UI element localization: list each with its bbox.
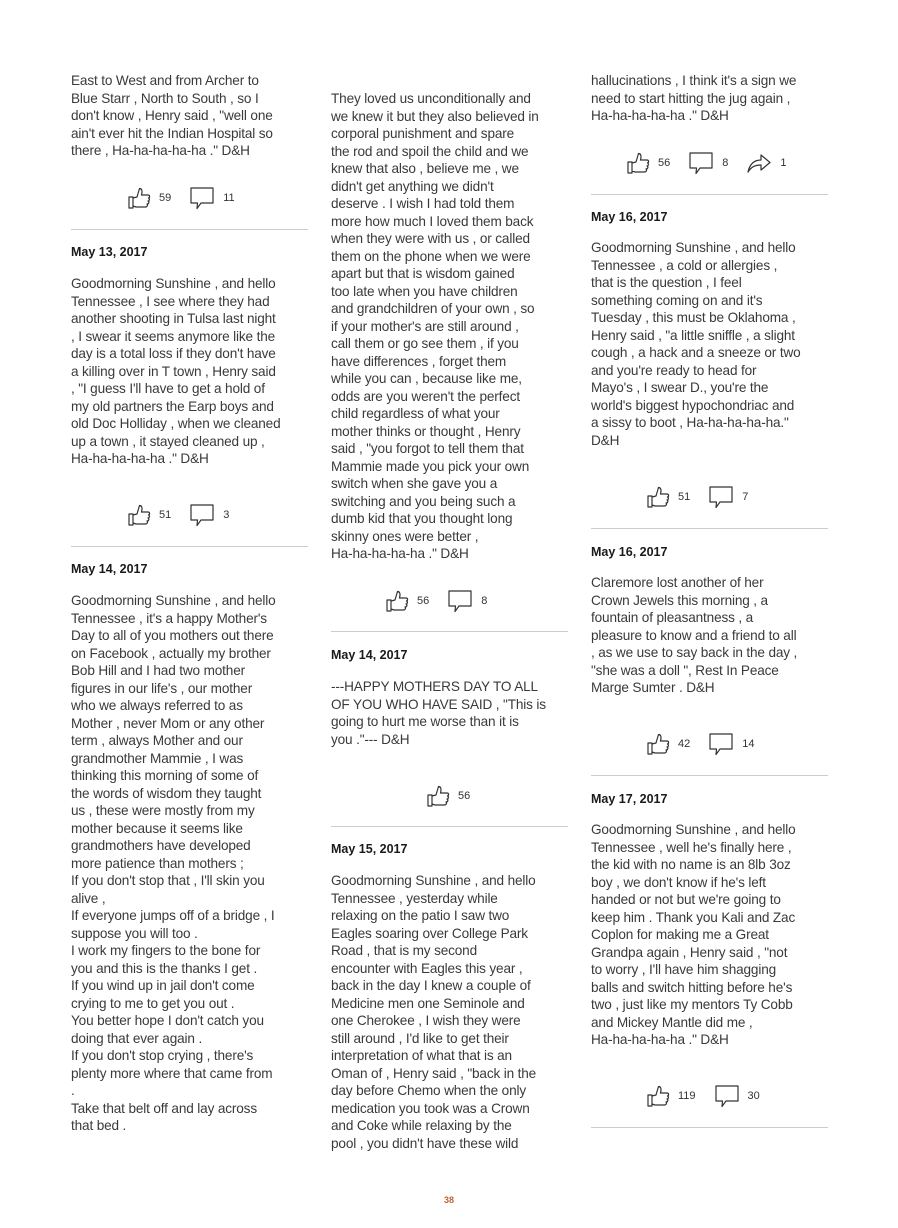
- comment-button[interactable]: [189, 503, 229, 527]
- post-date: May 14, 2017: [71, 562, 148, 576]
- share-icon: [746, 151, 772, 175]
- reaction-bar: [646, 731, 773, 757]
- comment-icon: [447, 589, 473, 613]
- like-count: 119: [678, 1090, 696, 1102]
- reaction-bar: [626, 150, 805, 176]
- divider: [591, 528, 828, 529]
- comment-count: 7: [742, 491, 749, 503]
- comment-button[interactable]: [714, 1084, 760, 1108]
- post-text: hallucinations , I think it's a sign we need to start hitting the jug again , Ha-ha-ha-ha-ha ." D&H: [591, 73, 797, 123]
- post-date: May 14, 2017: [331, 648, 408, 662]
- like-count: 56: [417, 595, 430, 607]
- thumbs-up-icon: [646, 732, 670, 756]
- comment-count: 30: [747, 1090, 760, 1102]
- reaction-bar: [646, 484, 766, 510]
- reaction-bar: [646, 1083, 778, 1109]
- like-button[interactable]: [127, 503, 171, 527]
- post-text: Goodmorning Sunshine , and hello Tennessee , well he's finally here , the kid with no name is an 8lb 3oz boy , we don't know if he's left handed or not but we're going to keep him . Thank you Kali and Zac Coplon for making me a Great Grandpa again , Henry said , "not to worry , I'll have him shagging balls and switch hitting before he's two , just like my mentors Ty Cobb and Mickey Mantle did me , Ha-ha-ha-ha-ha ." D&H: [591, 822, 796, 1047]
- like-count: 59: [159, 192, 172, 204]
- post-date: May 16, 2017: [591, 545, 668, 559]
- comment-button[interactable]: [688, 151, 728, 175]
- like-button[interactable]: [127, 186, 171, 210]
- post-text: Goodmorning Sunshine , and hello Tennessee , I see where they had another shooting in Tulsa last night , I swear it seems anymore like the day is a total loss if they don't have a killing over in T town , Henry said , "I guess I'll have to get a hold of my old partners the Earp boys and old Doc Holliday , when we cleaned up a town , it stayed cleaned up , Ha-ha-ha-ha-ha ." D&H: [71, 276, 281, 466]
- post-text: ---HAPPY MOTHERS DAY TO ALL OF YOU WHO HAVE SAID , "This is going to hurt me worse than it is you ."--- D&H: [331, 679, 546, 747]
- thumbs-up-icon: [646, 485, 670, 509]
- comment-icon: [708, 732, 734, 756]
- like-count: 51: [678, 491, 691, 503]
- comment-count: 14: [742, 738, 755, 750]
- divider: [591, 194, 828, 195]
- comment-count: 11: [223, 192, 235, 204]
- comment-icon: [189, 503, 215, 527]
- like-button[interactable]: [646, 1084, 696, 1108]
- comment-button[interactable]: [189, 186, 234, 210]
- like-button[interactable]: [646, 732, 690, 756]
- post-date: May 17, 2017: [591, 792, 668, 806]
- like-button[interactable]: [646, 485, 690, 509]
- post-text: Goodmorning Sunshine , and hello Tennessee , yesterday while relaxing on the patio I saw two Eagles soaring over College Park Road , that is my second encounter with Eagles this year , back in the day I knew a couple of Medicine men one Seminole and one Cherokee , I wish they were still around , I'd like to get their interpretation of what that is an Oman of , Henry said , "back in the day before Chemo when the only medication you took was a Crown and Coke while relaxing by the pool , you didn't have these wild: [331, 873, 537, 1151]
- reaction-bar: [426, 783, 488, 809]
- divider: [591, 1127, 828, 1128]
- thumbs-up-icon: [127, 503, 151, 527]
- comment-icon: [189, 186, 215, 210]
- divider: [331, 631, 568, 632]
- divider: [331, 826, 568, 827]
- thumbs-up-icon: [385, 589, 409, 613]
- comment-button[interactable]: [447, 589, 487, 613]
- comment-count: 8: [481, 595, 488, 607]
- comment-icon: [688, 151, 714, 175]
- page-number: 38: [443, 1195, 454, 1205]
- post-date: May 13, 2017: [71, 245, 148, 259]
- post-date: May 16, 2017: [591, 210, 668, 224]
- comment-icon: [714, 1084, 740, 1108]
- post-text: They loved us unconditionally and we knew it but they also believed in corporal punishment and spare the rod and spoil the child and we knew that also , believe me , we didn't get anything we didn't deserve . I wish I had told them more how much I loved them back when they were with us , or called them on the phone when we were apart but that is wisdom gained too late when you have children and grandchildren of your own , so if your mother's are still around , call them or go see them , if you have differences , forget them while you can , because like me, odds are you weren't the perfect child regardless of what your mother thinks or thought , Henry said , "you forgot to tell them that Mammie made you pick your own switch when she gave you a switching and you being such a dumb kid that you thought long skinny ones were better , Ha-ha-ha-ha-ha ." D&H: [331, 91, 539, 561]
- like-button[interactable]: [626, 151, 670, 175]
- thumbs-up-icon: [127, 186, 151, 210]
- reaction-bar: [127, 502, 247, 528]
- thumbs-up-icon: [626, 151, 650, 175]
- reaction-bar: [385, 588, 505, 614]
- thumbs-up-icon: [646, 1084, 670, 1108]
- like-count: 51: [159, 509, 172, 521]
- like-button[interactable]: [385, 589, 429, 613]
- post-text: Goodmorning Sunshine , and hello Tennessee , it's a happy Mother's Day to all of you mothers out there on Facebook , actually my brother Bob Hill and I had two mother figures in our life's , our mother who we always referred to as Mother , never Mom or any other term , always Mother and our grandmother Mammie , I was thinking this morning of some of the words of wisdom they taught us , these were mostly from my mother because it seems like grandmothers have developed more patience than mothers ; If you don't stop that , I'll skin you alive , If everyone jumps off of a bridge , I suppose you will too . I work my fingers to the bone for you and this is the thanks I get . If you wind up in jail don't come crying to me to get you out . You better hope I don't catch you doing that ever again . If you don't stop crying , there's plenty more where that came from . Take that belt off and lay across that bed .: [71, 593, 276, 1133]
- post-text: Claremore lost another of her Crown Jewels this morning , a fountain of pleasantness , a pleasure to know and a friend to all , as we use to say back in the day , "she was a doll ", Rest In Peace Marge Sumter . D&H: [591, 575, 798, 695]
- divider: [591, 775, 828, 776]
- post-text: Goodmorning Sunshine , and hello Tennessee , a cold or allergies , that is the question , I feel something coming on and it's Tuesday , this must be Oklahoma , Henry said , "a little sniffle , a slight cough , a hack and a sneeze or two and you're ready to head for Mayo's , I swear D., you're the world's biggest hypochondriac and a sissy to boot , Ha-ha-ha-ha-ha." D&H: [591, 240, 801, 448]
- comment-count: 8: [722, 157, 729, 169]
- divider: [71, 229, 308, 230]
- thumbs-up-icon: [426, 784, 450, 808]
- comment-icon: [708, 485, 734, 509]
- share-count: 1: [780, 157, 787, 169]
- comment-button[interactable]: [708, 732, 754, 756]
- like-count: 56: [658, 157, 671, 169]
- reaction-bar: [127, 185, 253, 211]
- like-count: 56: [458, 790, 471, 802]
- like-button[interactable]: [426, 784, 470, 808]
- share-button[interactable]: [746, 151, 786, 175]
- post-date: May 15, 2017: [331, 842, 408, 856]
- like-count: 42: [678, 738, 691, 750]
- post-text: East to West and from Archer to Blue Starr , North to South , so I don't know , Henry said , "well one ain't ever hit the Indian Hospital so there , Ha-ha-ha-ha-ha ." D&H: [71, 73, 273, 158]
- divider: [71, 546, 308, 547]
- comment-count: 3: [223, 509, 230, 521]
- comment-button[interactable]: [708, 485, 748, 509]
